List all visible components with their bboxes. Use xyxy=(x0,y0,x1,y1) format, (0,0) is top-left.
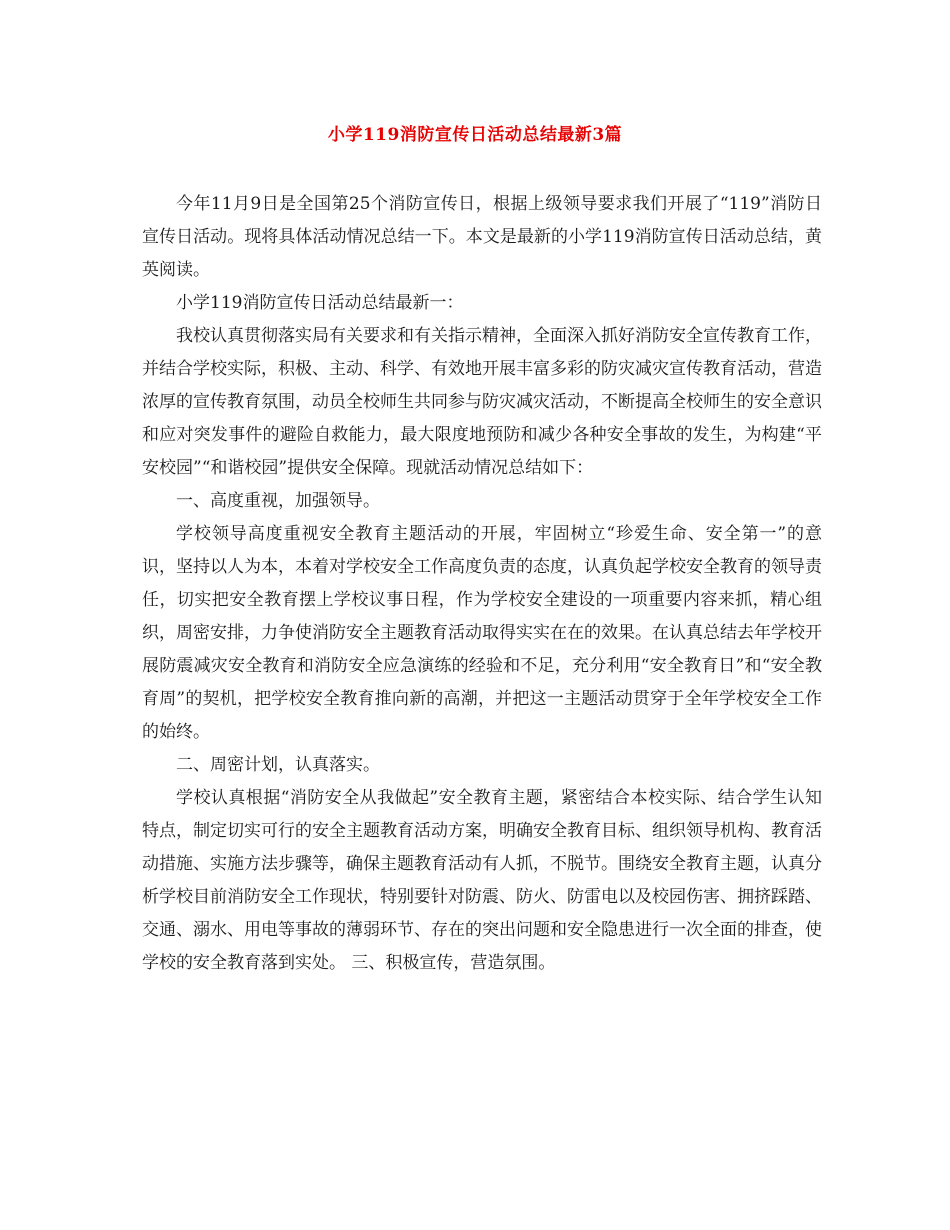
body-paragraph: 学校领导高度重视安全教育主题活动的开展，牢固树立“珍爱生命、安全第一”的意识，坚持以人为本，本着对学校安全工作高度负责的态度，认真负起学校安全教育的领导责任，切实把安全教育摆上学校议事日程，作为学校安全建设的一项重要内容来抓，精心组织，周密安排，力争使消防安全主题教育活动取得实实在在的效果。在认真总结去年学校开展防震减灾安全教育和消防安全应急演练的经验和不足，充分利用“安全教育日”和“安全教育周”的契机，把学校安全教育推向新的高潮，并把这一主题活动贯穿于全年学校安全工作的始终。 xyxy=(142,524,822,742)
intro-paragraph: 今年11月9日是全国第25个消防宣传日，根据上级领导要求我们开展了“119”消防日宣传日活动。现将具体活动情况总结一下。本文是最新的小学119消防宣传日活动总结，黄英阅读。 xyxy=(142,194,822,280)
section-heading-two: 二、周密计划，认真落实。 xyxy=(176,755,380,775)
document-body xyxy=(142,188,822,980)
document-title: 小学119消防宣传日活动总结最新3篇 xyxy=(327,125,623,145)
section-heading-summary-one: 小学119消防宣传日活动总结最新一： xyxy=(176,293,464,313)
section-heading-one: 一、高度重视，加强领导。 xyxy=(176,491,380,511)
body-paragraph: 学校认真根据“消防安全从我做起”安全教育主题，紧密结合本校实际、结合学生认知特点，制定切实可行的安全主题教育活动方案，明确安全教育目标、组织领导机构、教育活动措施、实施方法步骤等，确保主题教育活动有人抓，不脱节。围绕安全教育主题，认真分析学校目前消防安全工作现状，特别要针对防震、防火、防雷电以及校园伤害、拥挤踩踏、交通、溺水、用电等事故的薄弱环节、存在的突出问题和安全隐患进行一次全面的排查，使学校的安全教育落到实处。 三、积极宣传，营造氛围。 xyxy=(142,788,822,973)
body-paragraph: 我校认真贯彻落实局有关要求和有关指示精神，全面深入抓好消防安全宣传教育工作，并结合学校实际，积极、主动、科学、有效地开展丰富多彩的防灾减灾宣传教育活动，营造浓厚的宣传教育氛围，动员全校师生共同参与防灾减灾活动，不断提高全校师生的安全意识和应对突发事件的避险自救能力，最大限度地预防和减少各种安全事故的发生，为构建“平安校园”“和谐校园”提供安全保障。现就活动情况总结如下： xyxy=(142,326,822,478)
